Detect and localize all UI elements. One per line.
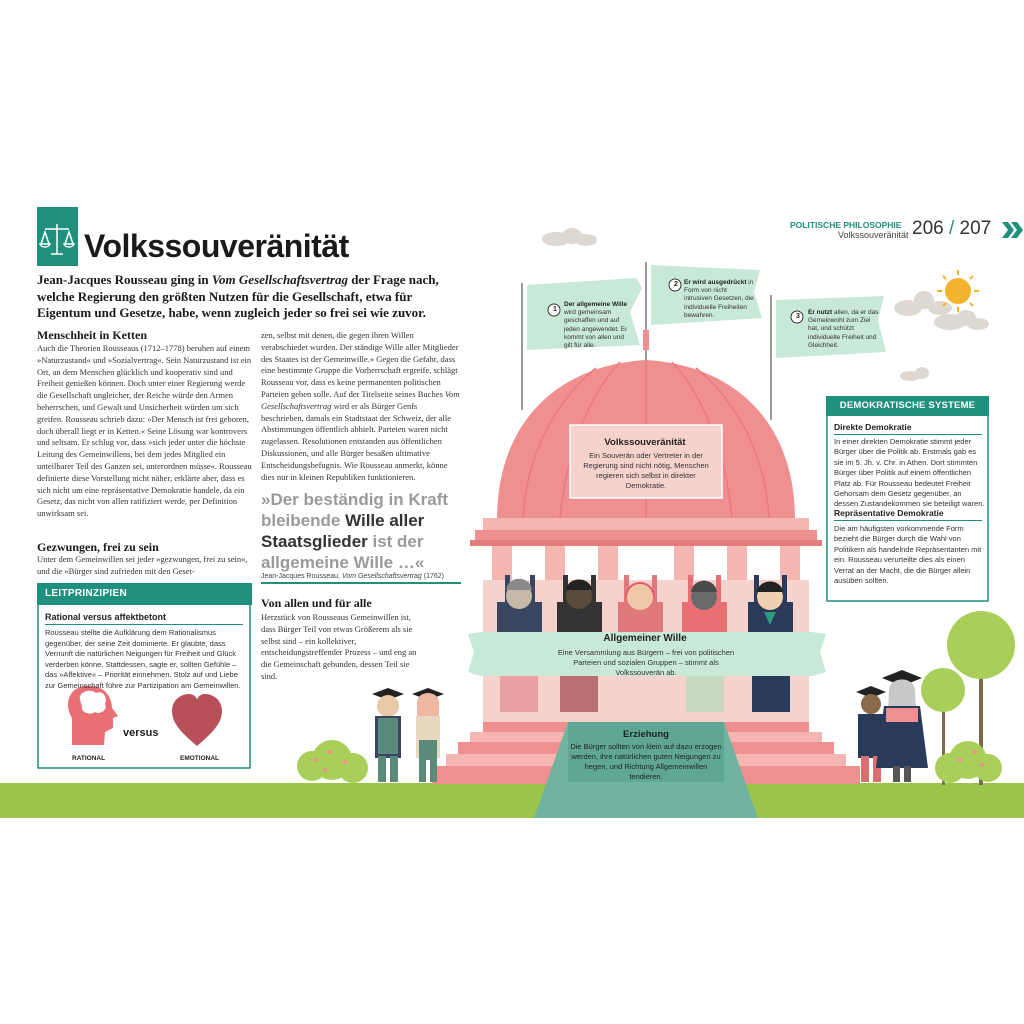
bush-icon: [935, 741, 1002, 783]
flag-3-text: [808, 309, 880, 350]
bush-icon: [297, 740, 368, 783]
quote-author: Jean-Jacques Rousseau,: [261, 573, 342, 580]
erziehung-title: Erziehung: [623, 729, 669, 740]
cloud-icon: [542, 228, 597, 246]
flag-number: 1: [553, 306, 557, 313]
flag-2-body: in Form von nicht intrusiven Gesetzen, die individuelle Freiheiten bewahren.: [684, 279, 754, 319]
student-figures-right: [856, 670, 928, 782]
body-paragraph: Herzstück von Rousseaus Gemeinwillen ist, dass Bürger Teil von etwas Größerem als sie selbst sind – ein kollektiver, entscheidungstreffender Prozess – und eng an die Gemeinschaft gebunden, dessen Teil sie sind.: [261, 612, 417, 681]
banner-text: Eine Versammlung aus Bürgern – frei von politischen Parteien und sozialen Gruppen – stimmt als Volkssouverän ab.: [557, 648, 735, 677]
demokratische-systeme-header: DEMOKRATISCHE SYSTEME: [826, 396, 989, 416]
direkte-demokratie-text: In einer direkten Demokratie stimmt jeder Bürger über die Politik ab. Erstmals gab es sie im 5. Jh. v. Chr. in Athen. Dort stimmten Bürger über Politik auf einem öffentlichen Platz ab. Für Rousseau bedeutet Freiheit Gehorsam dem Gesetz gegenüber, an dessen Zustandekommen sie beteiligt waren.: [834, 437, 985, 509]
quote-source: [261, 573, 471, 580]
section-label: POLITISCHE PHILOSOPHIE: [790, 220, 902, 230]
page-title: Volkssouveränität: [84, 228, 349, 264]
page-slash: /: [948, 218, 955, 239]
page-number-left: 206: [912, 218, 944, 239]
banner-title: Allgemeiner Wille: [603, 633, 687, 644]
leitprinzipien-subheading: Rational versus affektbetont: [45, 612, 167, 622]
flag-3-bold: Er nutzt: [808, 309, 833, 316]
sun-icon: [937, 270, 979, 312]
quote-text: ist der allgemeine Wille …«: [261, 532, 425, 572]
flag-1-text: [564, 301, 634, 350]
page-number-right: 207: [959, 218, 992, 239]
quote-year: (1762): [421, 573, 445, 580]
heading-gezwungen-frei: Gezwungen, frei zu sein: [37, 540, 159, 554]
quote-text: »Der beständig in Kraft bleibende: [261, 490, 449, 530]
emotional-label: EMOTIONAL: [180, 755, 219, 762]
repraesentative-demokratie-title: Repräsentative Demokratie: [834, 508, 944, 518]
scales-icon: [37, 207, 78, 266]
heart-icon: [172, 694, 222, 746]
divider: [834, 434, 982, 435]
flag-1-body: wird gemeinsam geschaffen und auf jeden angewendet. Er kommt von allen und gilt für alle.: [564, 309, 628, 350]
dome-text: Ein Souverän oder Vertreter in der Regierung sind nicht nötig, Menschen regieren sich selbst in direkter Demokratie.: [583, 451, 709, 490]
intro-before: Jean-Jacques Rousseau ging in: [37, 272, 212, 287]
section-subtitle: Volkssouveränität: [838, 230, 909, 240]
flag-3-body: allen, da er das Gemeinwohl zum Ziel hat, und schützt individuelle Freiheit und Gleichheit.: [808, 309, 879, 349]
cloud-icon: [894, 291, 952, 316]
dome-title: Volkssouveränität: [604, 437, 686, 448]
flag-number: 3: [796, 313, 800, 320]
page-numbers: [912, 218, 991, 240]
leitprinzipien-header: LEITPRINZIPIEN: [37, 583, 252, 605]
leitprinzipien-text: Rousseau stellte die Aufklärung dem Rationalismus gegenüber, der seine Zeit dominierte. Er glaubte, dass Vernunft die natürlichen Neigungen für Freiheit und Glück verderben könne. Stattdessen, sagte er, sollten Gefühle – das »Affektive« – Priorität einnehmen. Stolz auf und Liebe zur Gemeinschaft führe zur Partizipation am Gemeinwillen.: [45, 628, 241, 690]
quote-book: Vom Gesellschaftsvertrag: [341, 573, 422, 580]
flag-number: 2: [674, 281, 678, 288]
pull-quote: [261, 489, 461, 573]
chevron-right-icon: [1002, 222, 1023, 238]
divider: [45, 624, 243, 625]
divider: [834, 520, 982, 521]
rational-head-icon: [68, 686, 118, 745]
intro-book-title: Vom Gesellschaftsvertrag: [211, 272, 348, 287]
intro-after: der Frage nach, welche Regierung den größten Nutzen für die Gesellschaft, etwa für Eigentum und Gesetze, habe, wenn zugleich jeder so frei sei wie zuvor.: [37, 272, 439, 320]
flag-2-bold: Er wird ausgedrückt: [684, 279, 747, 286]
text-run: zen, selbst mit denen, die gegen ihren Willen verabschiedet wurden. Der ständige Wille aller Mitglieder des Staates ist der Gemeinwille.« Gegen die Gefahr, dass eine bestimmte Gruppe die Vorherrschaft ergreife, schlägt Rousseau vor, dass es keine permanenten politischen Parteien geben solle. Auf der Titelseite seines Buches: [261, 330, 459, 399]
book-title: Vom Gesellschaftsvertrag: [261, 388, 460, 411]
cloud-icon: [900, 367, 929, 381]
flag-1-bold: Der allgemeine Wille: [564, 301, 628, 308]
heading-von-allen: Von allen und für alle: [261, 596, 372, 610]
quote-divider: [261, 582, 461, 584]
body-paragraph: Auch die Theorien Rousseaus (1712–1778) beruhen auf einem »Naturzustand« und »Sozialvertrag«. Sein Naturzustand ist ein Ort, an dem Menschen glücklich und kooperativ sind und Freiheit genießen können. Doch unter einer Regierung werde die Gesellschaft ungleicher, der Reiche würde den Armen beherrschen, und Gewalt und Unsicherheit würden um sich greifen. Rousseau schrieb dazu: »Der Mensch ist frei geboren, doch überall liegt er in Ketten.« Seine Lösung war kontrovers und seltsam. Er schlug vor, dass »sich jeder unter die höchste Leitung des Gemeinwillens, bei dem jedes Mitglied ein unteilbarer Teil des Ganzen sei, unterordnen müsse«. Rousseau definierte diese Vorstellung nicht näher, erklärte aber, dass es sich nicht um eine repräsentative Demokratie handele, da ein Gesetz, das nicht von allen ratifiziert werde, per Definition unwirksam sei.: [37, 343, 252, 519]
flag-2-text: [684, 279, 756, 320]
body-paragraph: Unter dem Gemeinwillen sei jeder »gezwungen, frei zu sein«, und die »Bürger sind zufrieden mit den Geset-: [37, 554, 248, 576]
heading-menschheit-in-ketten: Menschheit in Ketten: [37, 328, 147, 342]
body-paragraph: [261, 330, 461, 483]
grass-strip: [0, 783, 1024, 818]
versus-label: versus: [123, 727, 159, 739]
repraesentative-demokratie-text: Die am häufigsten vorkommende Form bezieht die Bürger durch die Wahl von Politikern als handelnde Repräsentanten mit ein. Rousseau verurteilte dies als einen Verrat an der Macht, die die Bürger allein ausüben sollten.: [834, 524, 982, 586]
erziehung-text: Die Bürger sollten von klein auf dazu erzogen werden, ihre natürlichen guten Neigungen zu hegen, und Richtung Allgemeinwillen tendieren.: [570, 742, 722, 781]
quote-emphasis: Wille aller Staatsglieder: [261, 511, 425, 551]
direkte-demokratie-title: Direkte Demokratie: [834, 422, 912, 432]
intro-paragraph: [37, 272, 447, 322]
student-figures-left: [372, 688, 444, 782]
text-run: wird er als Bürger Genfs beschrieben, damals ein Stadtstaat der Schweiz, der alle Abstimmungen öffentlich abhielt. Parteien waren nicht zugelassen. Resolutionen entstanden aus öffentlichen Diskussionen, und alle Bürger besaßen ultimative Entscheidungsbefugnis. Wie Rousseau anmerkt, könne dies nur in kleinen Republiken funktionieren.: [261, 400, 451, 482]
rational-label: RATIONAL: [72, 755, 106, 762]
